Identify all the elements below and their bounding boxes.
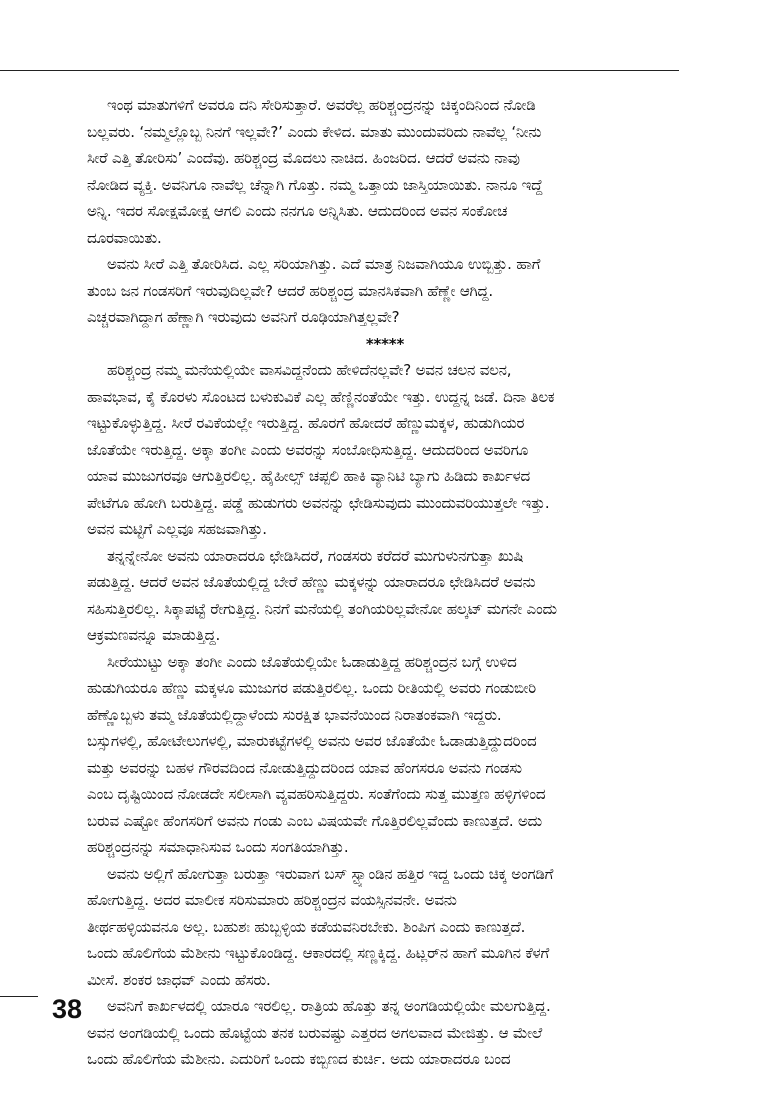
text-line: ಅವನು ಸೀರೆ ಎತ್ತಿ ತೋರಿಸಿದ. ಎಲ್ಲ ಸರಿಯಾಗಿತ್ತು. ಎದೆ ಮಾತ್ರ ನಿಜವಾಗಿಯೂ ಉಬ್ಬಿತ್ತು. ಹಾಗೆ	[107, 255, 541, 273]
text-line: ಸಹಿಸುತ್ತಿರಲಿಲ್ಲ. ಸಿಕ್ಕಾಪಟ್ಟೆ ರೇಗುತ್ತಿದ್ದ. ನಿನಗೆ ಮನೆಯಲ್ಲಿ ತಂಗಿಯರಿಲ್ಲವೇನೋ ಹಲ್ಕಟ್ ಮಗನೇ ಎಂದು	[87, 599, 557, 618]
text-line: ಯಾವ ಮುಜುಗರವೂ ಆಗುತ್ತಿರಲಿಲ್ಲ. ಹೈಹೀಲ್ಸ್ ಚಪ್ಪಲಿ ಹಾಕಿ ವ್ಯಾನಿಟಿ ಬ್ಯಾಗು ಹಿಡಿದು ಕಾರ್ಖಳದ	[87, 467, 531, 485]
text-line: ಜೊತೆಯೇ ಇರುತ್ತಿದ್ದ. ಅಕ್ಕಾ ತಂಗೀ ಎಂದು ಅವರನ್ನು ಸಂಬೋಧಿಸುತ್ತಿದ್ದ. ಆದುದರಿಂದ ಅವರಿಗೂ	[87, 440, 529, 459]
text-line: ಹುಡುಗಿಯರೂ ಹೆಣ್ಣು ಮಕ್ಕಳೂ ಮುಜುಗರ ಪಡುತ್ತಿರಲಿಲ್ಲ. ಒಂದು ರೀತಿಯಲ್ಲಿ ಅವರು ಗಂಡುಬೀರಿ	[87, 679, 536, 697]
text-line: ಹೆಣ್ಣೊಬ್ಬಳು ತಮ್ಮ ಜೊತೆಯಲ್ಲಿದ್ದಾಳೆಂದು ಸುರಕ್ಷಿತ ಭಾವನೆಯಿಂದ ನಿರಾತಂಕವಾಗಿ ಇದ್ದರು.	[87, 705, 502, 724]
body-text	[87, 92, 683, 1073]
text-line: ಮತ್ತು ಅವರನ್ನು ಬಹಳ ಗೌರವದಿಂದ ನೋಡುತ್ತಿದ್ದುದರಿಂದ ಯಾವ ಹೆಂಗಸರೂ ಅವನು ಗಂಡಸು	[87, 758, 522, 777]
text-line: ಪಡುತ್ತಿದ್ದ. ಆದರೆ ಅವನ ಜೊತೆಯಲ್ಲಿದ್ದ ಬೇರೆ ಹೆಣ್ಣು ಮಕ್ಕಳನ್ನು ಯಾರಾದರೂ ಛೇಡಿಸಿದರೆ ಅವನು	[87, 573, 536, 591]
text-line: ಅವನ ಅಂಗಡಿಯಲ್ಲಿ ಒಂದು ಹೊಟ್ಟೆಯ ತನಕ ಬರುವಷ್ಟು ಎತ್ತರದ ಅಗಲವಾದ ಮೇಜಿತ್ತು. ಆ ಮೇಲೆ	[87, 1023, 542, 1042]
text-line: ಇಟ್ಟುಕೊಳ್ಳುತ್ತಿದ್ದ. ಸೀರೆ ರವಿಕೆಯಲ್ಲೇ ಇರುತ್ತಿದ್ದ. ಹೊರಗೆ ಹೋದರೆ ಹೆಣ್ಣುಮಕ್ಕಳ, ಹುಡುಗಿಯರ	[87, 414, 525, 432]
text-line: ಆಕ್ರಮಣವನ್ನೂ ಮಾಡುತ್ತಿದ್ದ.	[87, 626, 221, 644]
text-line: ಅನ್ನಿ. ಇದರ ಸೋಕ್ಷಮೋಕ್ಷ ಆಗಲಿ ಎಂದು ನನಗೂ ಅನ್ನಿಸಿತು. ಆದುದರಿಂದ ಅವನ ಸಂಕೋಚ	[87, 202, 508, 220]
text-line: ಮೀಸೆ. ಶಂಕರ ಜಾಧವ್ ಎಂದು ಹೆಸರು.	[87, 970, 271, 989]
text-line: ದೂರವಾಯಿತು.	[87, 228, 162, 247]
text-line: ಅವನ ಮಟ್ಟಿಗೆ ಎಲ್ಲವೂ ಸಹಜವಾಗಿತ್ತು.	[87, 520, 267, 538]
text-line: ಹರಿಶ್ಚಂದ್ರ ನಮ್ಮ ಮನೆಯಲ್ಲಿಯೇ ವಾಸವಿದ್ದನೆಂದು ಹೇಳಿದೆನಲ್ಲವೇ? ಅವನ ಚಲನ ವಲನ,	[107, 361, 512, 379]
text-line: ಎಂಬ ದೃಷ್ಟಿಯಿಂದ ನೋಡದೇ ಸಲೀಸಾಗಿ ವ್ಯವಹರಿಸುತ್ತಿದ್ದರು. ಸಂತೆಗೆಂದು ಸುತ್ತ ಮುತ್ತಣ ಹಳ್ಳಿಗಳಿಂದ	[87, 785, 546, 803]
text-line: ಒಂದು ಹೊಲಿಗೆಯ ಮೆಶೀನು. ಎದುರಿಗೆ ಒಂದು ಕಬ್ಬಿಣದ ಕುರ್ಚಿ. ಅದು ಯಾರಾದರೂ ಬಂದ	[87, 1050, 511, 1068]
text-line: ಬಸ್ಸುಗಳಲ್ಲಿ, ಹೋಟೇಲುಗಳಲ್ಲಿ, ಮಾರುಕಟ್ಟೆಗಳಲ್ಲಿ ಅವನು ಅವರ ಜೊತೆಯೇ ಓಡಾಡುತ್ತಿದ್ದುದರಿಂದ	[87, 732, 537, 750]
text-line: ತೀರ್ಥಹಳ್ಳಿಯವನೂ ಅಲ್ಲ. ಬಹುಶಃ ಹುಬ್ಬಳ್ಳಿಯ ಕಡೆಯವನಿರಬೇಕು. ಶಿಂಪಿಗ ಎಂದು ಕಾಣುತ್ತದೆ.	[87, 917, 526, 936]
header-rule	[0, 70, 679, 71]
text-line: ಇಂಥ ಮಾತುಗಳಿಗೆ ಅವರೂ ದನಿ ಸೇರಿಸುತ್ತಾರೆ. ಅವರೆಲ್ಲ ಹರಿಶ್ಚಂದ್ರನನ್ನು ಚಿಕ್ಕಂದಿನಿಂದ ನೋಡಿ	[107, 96, 536, 114]
section-break: *****	[365, 334, 405, 353]
text-line: ಸೀರೆಯುಟ್ಟು ಅಕ್ಕಾ ತಂಗೀ ಎಂದು ಜೊತೆಯಲ್ಲಿಯೇ ಓಡಾಡುತ್ತಿದ್ದ ಹರಿಶ್ಚಂದ್ರನ ಬಗ್ಗೆ ಉಳಿದ	[107, 652, 517, 671]
text-line: ನೋಡಿದ ವ್ಯಕ್ತಿ. ಅವನಿಗೂ ನಾವೆಲ್ಲ ಚೆನ್ನಾಗಿ ಗೊತ್ತು. ನಮ್ಮ ಒತ್ತಾಯ ಜಾಸ್ತಿಯಾಯಿತು. ನಾನೂ ಇದ್ದೆ	[87, 175, 543, 194]
page-number: 38	[52, 994, 83, 1024]
text-line: ಹಾವಭಾವ, ಕೈ ಕೊರಳು ಸೊಂಟದ ಬಳುಕುವಿಕೆ ಎಲ್ಲ ಹೆಣ್ಣಿನಂತೆಯೇ ಇತ್ತು. ಉದ್ದನ್ನ ಜಡೆ. ದಿನಾ ತಿಲಕ	[87, 387, 555, 406]
text-line: ಸೀರೆ ಎತ್ತಿ ತೋರಿಸು’ ಎಂದೆವು. ಹರಿಶ್ಚಂದ್ರ ಮೊದಲು ನಾಚಿದ. ಹಿಂಜರಿದ. ಆದರೆ ಅವನು ನಾವು	[87, 149, 520, 167]
text-line: ಅವನಿಗೆ ಕಾರ್ಖಳದಲ್ಲಿ ಯಾರೂ ಇರಲಿಲ್ಲ. ರಾತ್ರಿಯ ಹೊತ್ತು ತನ್ನ ಅಂಗಡಿಯಲ್ಲಿಯೇ ಮಲಗುತ್ತಿದ್ದ.	[107, 997, 551, 1015]
text-line: ಒಂದು ಹೊಲಿಗೆಯ ಮೆಶೀನು ಇಟ್ಟುಕೊಂಡಿದ್ದ. ಆಕಾರದಲ್ಲಿ ಸಣ್ಣಕ್ಕಿದ್ದ. ಹಿಟ್ಲರ್‌ನ ಹಾಗೆ ಮೂಗಿನ ಕೆಳಗೆ	[87, 944, 549, 962]
text-line: ಎಚ್ಚರವಾಗಿದ್ದಾಗ ಹೆಣ್ಣಾಗಿ ಇರುವುದು ಅವನಿಗೆ ರೂಢಿಯಾಗಿತ್ತಲ್ಲವೇ?	[87, 308, 400, 326]
text-line: ಬಲ್ಲವರು. ‘ನಮ್ಮಲ್ಲೊಬ್ಬ ನಿನಗೆ ಇಲ್ಲವೇ?’ ಎಂದು ಕೇಳಿದ. ಮಾತು ಮುಂದುವರಿದು ನಾವೆಲ್ಲ ‘ನೀನು	[87, 122, 542, 141]
text-line: ಅವನು ಅಲ್ಲಿಗೆ ಹೋಗುತ್ತಾ ಬರುತ್ತಾ ಇರುವಾಗ ಬಸ್ ಸ್ಟ್ಯಾಂಡಿನ ಹತ್ತಿರ ಇದ್ದ ಒಂದು ಚಿಕ್ಕ ಅಂಗಡಿಗೆ	[107, 864, 554, 883]
footer-rule	[0, 996, 38, 997]
text-line: ಬರುವ ಎಷ್ಟೋ ಹೆಂಗಸರಿಗೆ ಅವನು ಗಂಡು ಎಂಬ ವಿಷಯವೇ ಗೊತ್ತಿರಲಿಲ್ಲವೆಂದು ಕಾಣುತ್ತದೆ. ಅದು	[87, 811, 542, 830]
text-line: ಹರಿಶ್ಚಂದ್ರನನ್ನು ಸಮಾಧಾನಿಸುವ ಒಂದು ಸಂಗತಿಯಾಗಿತ್ತು.	[87, 838, 349, 856]
text-line: ತುಂಬ ಜನ ಗಂಡಸರಿಗೆ ಇರುವುದಿಲ್ಲವೇ? ಆದರೆ ಹರಿಶ್ಚಂದ್ರ ಮಾನಸಿಕವಾಗಿ ಹೆಣ್ಣೇ ಆಗಿದ್ದ.	[87, 281, 493, 300]
text-line: ಪೇಟೆಗೂ ಹೋಗಿ ಬರುತ್ತಿದ್ದ. ಪಡ್ಡೆ ಹುಡುಗರು ಅವನನ್ನು ಛೇಡಿಸುವುದು ಮುಂದುವರಿಯುತ್ತಲೇ ಇತ್ತು.	[87, 493, 550, 512]
text-line: ಹೋಗುತ್ತಿದ್ದ. ಅದರ ಮಾಲೀಕ ಸರಿಸುಮಾರು ಹರಿಶ್ಚಂದ್ರನ ವಯಸ್ಸಿನವನೇ. ಅವನು	[87, 891, 457, 909]
text-line: ತನ್ನನ್ನೇನೋ ಅವನು ಯಾರಾದರೂ ಛೇಡಿಸಿದರೆ, ಗಂಡಸರು ಕರೆದರೆ ಮುಗುಳುನಗುತ್ತಾ ಖುಷಿ	[107, 546, 524, 565]
